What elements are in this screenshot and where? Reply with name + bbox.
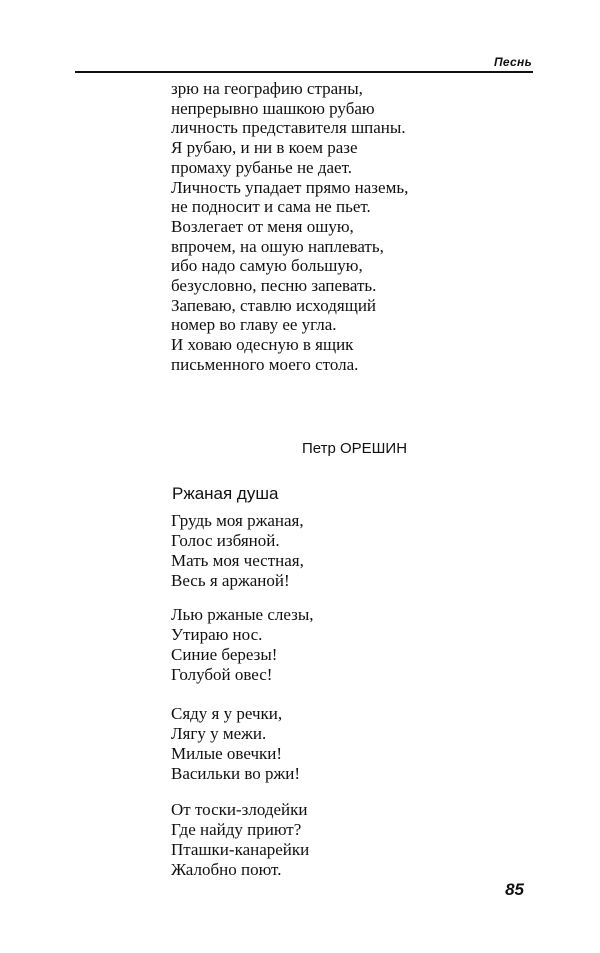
poem-author: Петр ОРЕШИН (302, 440, 408, 457)
poem-line: Личность упадает прямо наземь, (171, 177, 409, 197)
poem-line: зрю на географию страны, (171, 79, 363, 98)
stanza (171, 800, 309, 880)
poem-title: Ржаная душа (172, 484, 279, 504)
poem-line: промаху рубанье не дает. (171, 157, 352, 177)
poem-line: Сяду я у речки, (171, 704, 283, 723)
continued-poem-text (171, 79, 408, 375)
poem-line: Возлегает от меня ошую, (171, 216, 354, 236)
poem-line: Мать моя честная, (171, 551, 304, 570)
page-number: 85 (505, 880, 524, 899)
poem-line: безусловно, песню запевать. (171, 276, 377, 296)
poem-line: Запеваю, ставлю исходящий (171, 295, 377, 315)
poem-line: Голос избяной. (171, 531, 280, 550)
poem-line: непрерывно шашкою рубаю (171, 98, 375, 118)
running-header: Песнь (494, 55, 532, 69)
poem-line: Васильки во ржи! (171, 764, 301, 783)
poem-line: Утираю нос. (171, 625, 263, 644)
poem-line: От тоски-злодейки (171, 800, 308, 819)
poem-line: не подносит и сама не пьет. (171, 197, 371, 217)
poem-line: письменного моего стола. (171, 354, 359, 374)
stanza (171, 605, 314, 685)
poem-line: Пташки-канарейки (171, 840, 310, 859)
poem-line: Где найду приют? (171, 820, 302, 839)
poem-line: Лью ржаные слезы, (171, 605, 314, 624)
poem-line: впрочем, на ошую наплевать, (171, 236, 384, 256)
poem-line: Лягу у межи. (171, 724, 267, 743)
poem-line: Грудь моя ржаная, (171, 511, 304, 530)
poem-line: Весь я аржаной! (171, 571, 290, 590)
poem-line: ибо надо самую большую, (171, 256, 363, 276)
poem-line: Милые овечки! (171, 744, 283, 763)
poem-line: Я рубаю, и ни в коем разе (171, 138, 358, 158)
poem-line: Жалобно поют. (171, 860, 282, 879)
poem-line: Синие березы! (171, 645, 278, 664)
poem-line: личность представителя шпаны. (171, 118, 406, 138)
stanza (171, 704, 300, 784)
poem-line: И ховаю одесную в ящик (171, 335, 354, 355)
poem-line: Голубой овес! (171, 665, 273, 684)
poem-line: номер во главу ее угла. (171, 315, 337, 335)
header-rule (75, 71, 533, 73)
stanza (171, 511, 304, 591)
